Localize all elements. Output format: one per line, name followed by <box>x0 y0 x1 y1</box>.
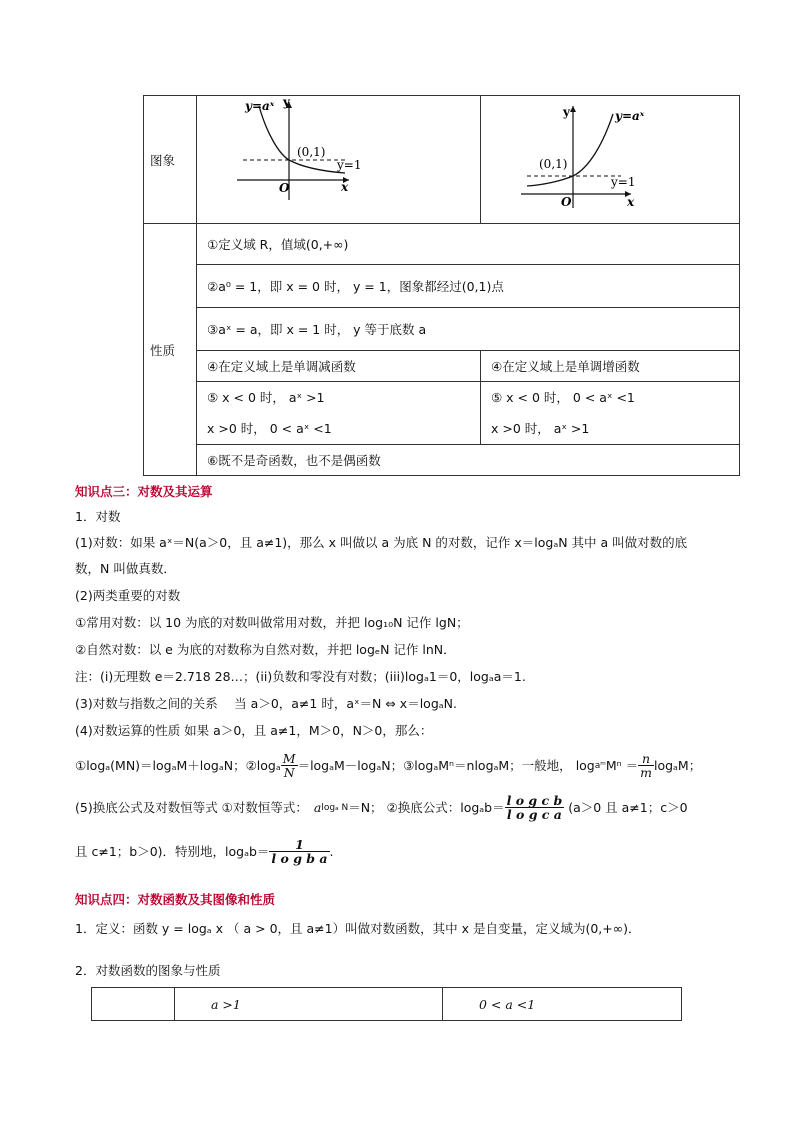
log-table-corner <box>92 988 175 1021</box>
graph-row-label: 图象 <box>144 96 197 224</box>
s3-line-9: ①logₐ(MN)＝logₐM＋logₐN；②logₐ $\frac{M}{N}$ ＝logₐM－logₐN；③logₐMⁿ＝nlogₐM；一般地， log aᵐ Mⁿ ＝ $\frac{n}{m}$ logₐM； <box>75 751 702 780</box>
prop-fixed-point: ②a⁰ = 1，即 x = 0 时， y = 1，图象都经过(0,1)点 <box>197 265 740 308</box>
prop-x-equals-one: ③aˣ = a，即 x = 1 时， y 等于底数 a <box>197 308 740 351</box>
s3-line-5: ②自然对数：以 e 为底的对数称为自然对数，并把 logₑN 记作 lnN． <box>75 642 456 657</box>
line-label: y=1 <box>337 158 362 172</box>
exp-curve-increasing <box>527 114 613 186</box>
line-label: y=1 <box>611 175 636 189</box>
point-label: (0,1) <box>297 145 326 159</box>
origin-label: O <box>561 195 572 209</box>
prop-range-cases-right <box>481 382 740 445</box>
log-table-case-less: 0 < a <1 <box>443 988 682 1021</box>
s3-line-3: (2)两类重要的对数 <box>75 588 181 603</box>
point-label: (0,1) <box>539 157 568 171</box>
prop-domain-range: ①定义域 R，值域(0,+∞) <box>197 224 740 265</box>
graph-left-cell <box>197 96 481 224</box>
prop-range-cases-left <box>197 382 481 445</box>
s3-line-9c: log <box>575 757 595 773</box>
fraction-m-over-n: $\frac{M}{N}$ <box>282 751 296 780</box>
y-axis-label: y <box>283 96 290 109</box>
s3-line-9e: logₐM； <box>653 757 702 773</box>
curve-label: y=aˣ <box>245 99 275 113</box>
fraction-change-of-base: $\frac{\text{l o g c b}}{\text{l o g c a}}$ <box>506 793 563 822</box>
graph-decreasing <box>197 96 480 220</box>
props-row-label: 性质 <box>144 224 197 476</box>
s3-line-4: ①常用对数：以 10 为底的对数叫做常用对数，并把 log₁₀N 记作 lgN； <box>75 615 469 630</box>
s3-line-2b: 数，N 叫做真数． <box>75 561 176 576</box>
s3-line-6: 注：(i)无理数 e＝2.718 28…；(ii)负数和零没有对数；(iii)logₐ1＝0，logₐa＝1. <box>75 669 526 684</box>
log-table-case-greater: a >1 <box>175 988 443 1021</box>
prop-case-right-2: x >0 时， aˣ >1 <box>491 421 590 436</box>
graph-right-cell <box>481 96 740 224</box>
s4-line-1: 1．定义：函数 y = logₐ x （ a > 0，且 a≠1）叫做对数函数，其中 x 是自变量，定义域为(0,+∞)． <box>75 921 641 936</box>
s3-line-10d: (a＞0 且 a≠1；c＞0 <box>568 799 688 815</box>
x-axis-label: x <box>627 195 635 209</box>
s4-line-2: 2．对数函数的图象与性质 <box>75 963 221 978</box>
prop-parity: ⑥既不是奇函数，也不是偶函数 <box>197 445 740 476</box>
s3-line-9b: ＝logₐM－logₐN；③logₐMⁿ＝nlogₐM；一般地， <box>297 757 572 773</box>
exp-properties-table <box>143 95 740 476</box>
fraction-n-over-m: $\frac{n}{m}$ <box>640 751 652 780</box>
s3-line-10: (5)换底公式及对数恒等式 ①对数恒等式： a logₐ N ＝N； ②换底公式：logₐb＝ $\frac{\text{l o g c b}}{\text{l o g c a}}$ (a＞0 且 a≠1；c＞0 <box>75 793 688 822</box>
prop-monotonic-decreasing: ④在定义域上是单调减函数 <box>197 351 481 382</box>
prop-monotonic-increasing: ④在定义域上是单调增函数 <box>481 351 740 382</box>
s3-line-11: 且 c≠1；b＞0)．特别地，logₐb＝ $\frac{1}{\text{l o g b a}}$ . <box>75 837 334 866</box>
s3-line-9d: Mⁿ ＝ <box>605 757 639 773</box>
log-properties-table <box>91 987 682 1021</box>
prop-case-right-1: ⑤ x < 0 时， 0 < aˣ <1 <box>491 390 635 405</box>
s3-line-2a: (1)对数：如果 aˣ＝N(a＞0，且 a≠1)，那么 x 叫做以 a 为底 N 的对数，记作 x＝logₐN 其中 a 叫做对数的底 <box>75 535 688 550</box>
graph-increasing <box>481 96 737 220</box>
s3-line-10c: ＝N； ②换底公式：logₐb＝ <box>348 799 505 815</box>
s3-line-10a: (5)换底公式及对数恒等式 ①对数恒等式： <box>75 799 308 815</box>
x-axis-label: x <box>341 180 349 194</box>
s3-line-11a: 且 c≠1；b＞0)．特别地，logₐb＝ <box>75 843 270 859</box>
s3-line-1: 1．对数 <box>75 509 121 524</box>
s3-line-8: (4)对数运算的性质 如果 a＞0，且 a≠1，M＞0，N＞0，那么： <box>75 723 433 738</box>
exp-curve-decreasing <box>259 106 345 173</box>
section3-heading: 知识点三：对数及其运算 <box>75 484 213 499</box>
s3-line-7: (3)对数与指数之间的关系 当 a＞0，a≠1 时，aˣ＝N ⇔ x＝logₐN. <box>75 696 457 711</box>
s3-line-9a: ①logₐ(MN)＝logₐM＋logₐN；②logₐ <box>75 757 281 773</box>
prop-case-left-1: ⑤ x < 0 时， aˣ >1 <box>207 390 325 405</box>
curve-label: y=aˣ <box>615 109 645 123</box>
fraction-reciprocal: $\frac{1}{\text{l o g b a}}$ <box>271 837 328 866</box>
prop-case-left-2: x >0 时， 0 < aˣ <1 <box>207 421 332 436</box>
origin-label: O <box>279 181 290 195</box>
section4-heading: 知识点四：对数函数及其图像和性质 <box>75 892 276 907</box>
y-axis-label: y <box>563 105 570 119</box>
